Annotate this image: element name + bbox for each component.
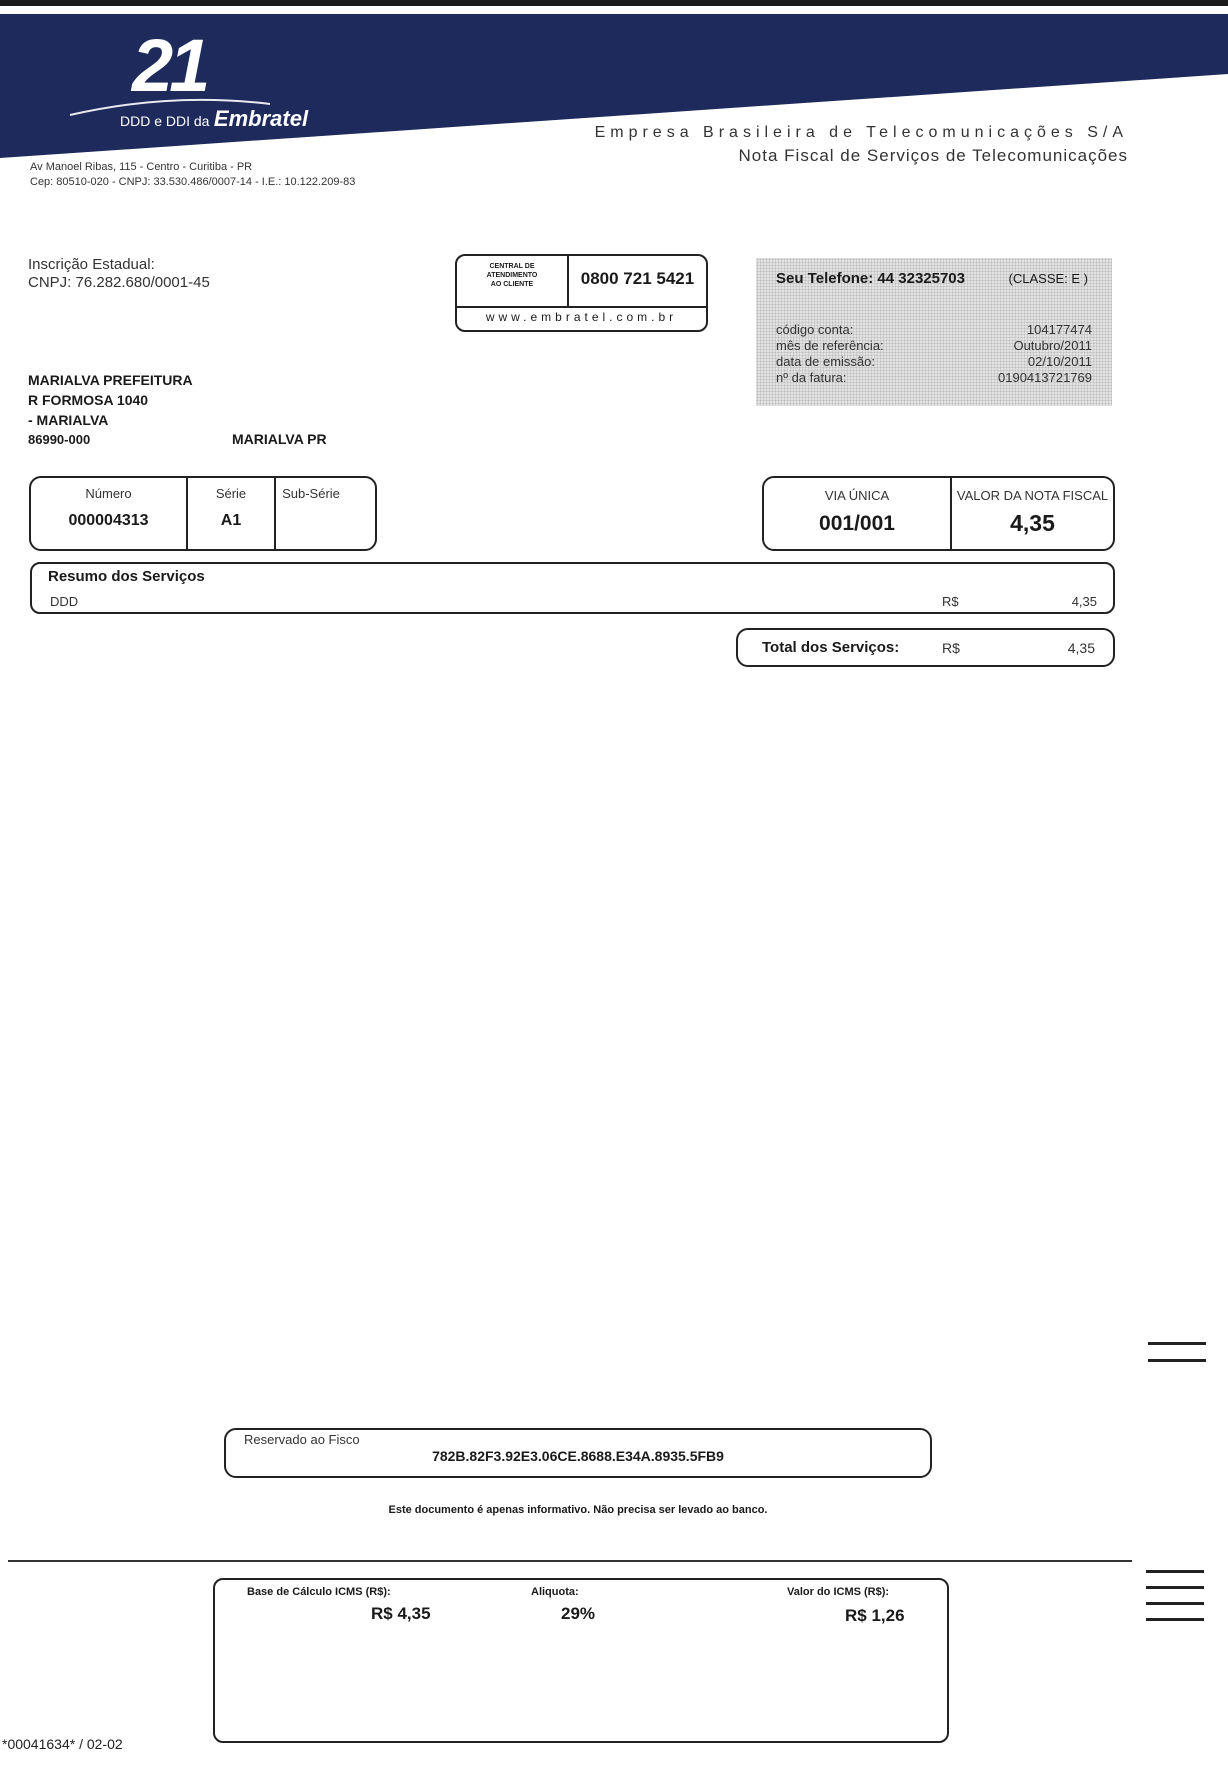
margin-marks-lower [1146,1570,1204,1621]
services-summary-box [30,562,1115,614]
central-label-line2: ATENDIMENTO [486,272,538,279]
central-phone: 0800 721 5421 [580,269,695,288]
icms-base-label: Base de Cálculo ICMS (R$): [247,1586,391,1598]
central-label [457,262,567,289]
valor-value: 4,35 [1010,510,1055,536]
icms-valor-value: R$ 1,26 [845,1606,905,1625]
company-address [30,160,355,190]
customer-tax-info [28,256,210,292]
services-title: Resumo dos Serviços [48,568,205,585]
valor-label: VALOR DA NOTA FISCAL [956,488,1109,503]
icms-base-value: R$ 4,35 [371,1604,431,1623]
service-item-currency: R$ [942,594,959,609]
customer-name: MARIALVA PREFEITURA [28,372,193,388]
numero-label: Número [85,486,132,501]
classe-label: (CLASSE: E ) [1008,271,1088,286]
account-row-value: Outubro/2011 [1013,338,1092,353]
account-row-label: data de emissão: [776,354,876,369]
invoice-number-box [29,476,377,551]
informative-notice: Este documento é apenas informativo. Não precisa ser levado ao banco. [388,1504,768,1516]
phone-label: Seu Telefone: 44 32325703 [776,270,965,287]
customer-cep: 86990-000 [28,432,91,447]
numero-value: 000004313 [68,512,149,529]
via-value: 001/001 [819,512,895,535]
icms-box [213,1578,949,1743]
subserie-label: Sub-Série [282,486,340,501]
customer-district: - MARIALVA [28,412,109,428]
company-name: Empresa Brasileira de Telecomunicações S/A [594,124,1128,141]
address-line2: Cep: 80510-020 - CNPJ: 33.530.486/0007-14 - I.E.: 10.122.209-83 [30,176,356,188]
account-row [776,370,1092,386]
service-item-name: DDD [50,594,79,609]
account-row [776,322,1092,338]
icms-valor-label: Valor do ICMS (R$): [787,1586,890,1598]
account-row-label: mês de referência: [776,338,884,353]
serie-label: Série [215,486,247,501]
account-row-value: 104177474 [1026,322,1092,337]
icms-aliquota-label: Aliquota: [531,1586,579,1598]
total-currency: R$ [942,640,960,656]
fisco-label: Reservado ao Fisco [244,1432,360,1447]
via-label: VIA ÚNICA [824,488,890,503]
account-info-panel [756,258,1112,406]
footer-code: *00041634* / 02-02 [2,1736,123,1752]
logo-text [120,106,308,132]
central-divider-h [457,306,706,308]
serie-value: A1 [220,512,242,529]
margin-marks-upper [1148,1342,1206,1362]
account-row-label: código conta: [776,322,854,337]
account-row-label: nº da fatura: [776,370,847,385]
fisco-box [224,1428,932,1478]
icms-aliquota-value: 29% [561,1604,596,1623]
central-label-line3: AO CLIENTE [490,281,534,288]
account-rows [776,322,1092,386]
services-total-box [736,628,1115,667]
inscricao-label: Inscrição Estadual: [28,256,155,273]
logo [120,26,320,136]
logo-sub: DDD e DDI da [120,113,210,129]
customer-address [28,370,193,430]
central-website: www.embratel.com.br [485,310,678,324]
customer-cnpj: CNPJ: 76.282.680/0001-45 [28,274,210,291]
total-value: 4,35 [1067,640,1095,656]
logo-brand: Embratel [213,106,309,131]
logo-number: 21 [132,24,207,107]
customer-street: R FORMOSA 1040 [28,392,149,408]
service-item-value: 4,35 [1071,594,1097,609]
document-title: Nota Fiscal de Serviços de Telecomunicações [738,146,1128,165]
account-row [776,338,1092,354]
customer-city: MARIALVA PR [232,431,327,447]
address-line1: Av Manoel Ribas, 115 - Centro - Curitiba - PR [30,161,253,173]
invoice-value-box [762,476,1115,551]
central-label-line1: CENTRAL DE [489,263,535,270]
section-divider [8,1560,1132,1562]
total-label: Total dos Serviços: [762,639,900,656]
customer-service-box [455,254,708,332]
account-row-value: 02/10/2011 [1027,354,1092,369]
fisco-code: 782B.82F3.92E3.06CE.8688.E34A.8935.5FB9 [432,1448,724,1464]
account-row-value: 0190413721769 [998,370,1092,385]
account-row [776,354,1092,370]
